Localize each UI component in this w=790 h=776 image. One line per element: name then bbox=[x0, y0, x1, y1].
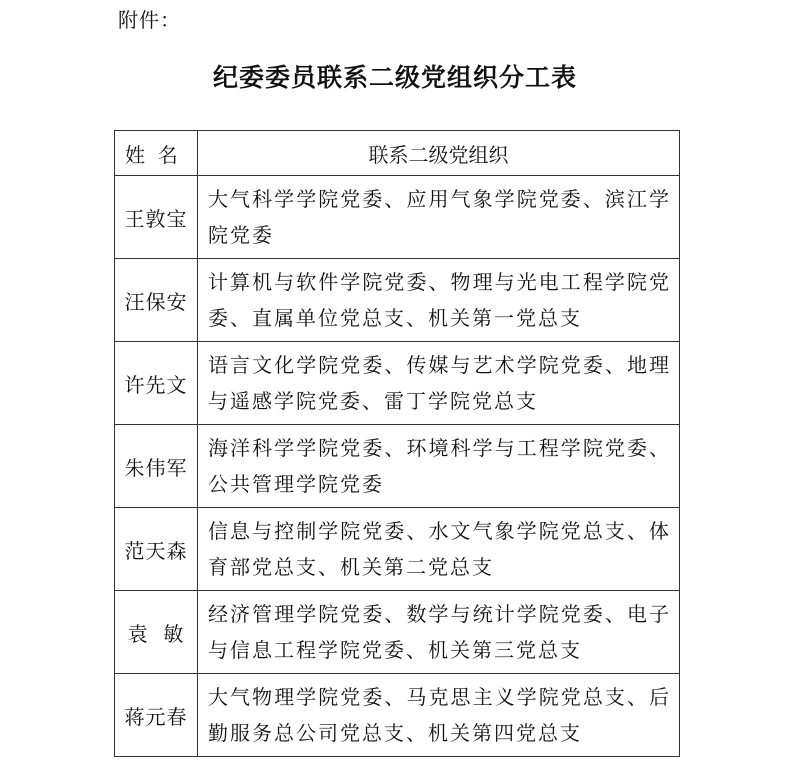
table-row bbox=[115, 342, 680, 425]
member-orgs: 经济管理学院党委、数学与统计学院党委、电子与信息工程学院党委、机关第三党总支 bbox=[198, 591, 680, 674]
member-orgs: 大气物理学院党委、马克思主义学院党总支、后勤服务总公司党总支、机关第四党总支 bbox=[198, 674, 680, 757]
table-row bbox=[115, 259, 680, 342]
member-orgs: 信息与控制学院党委、水文气象学院党总支、体育部党总支、机关第二党总支 bbox=[198, 508, 680, 591]
member-name: 朱伟军 bbox=[115, 425, 198, 508]
member-name: 王敦宝 bbox=[115, 176, 198, 259]
member-name: 许先文 bbox=[115, 342, 198, 425]
table-header-row bbox=[115, 131, 680, 176]
member-name: 蒋元春 bbox=[115, 674, 198, 757]
document-title: 纪委委员联系二级党组织分工表 bbox=[212, 63, 577, 92]
member-name: 汪保安 bbox=[115, 259, 198, 342]
member-orgs: 海洋科学学院党委、环境科学与工程学院党委、公共管理学院党委 bbox=[198, 425, 680, 508]
table-row bbox=[115, 591, 680, 674]
member-orgs: 语言文化学院党委、传媒与艺术学院党委、地理与遥感学院党委、雷丁学院党总支 bbox=[198, 342, 680, 425]
header-name: 姓 名 bbox=[115, 131, 198, 176]
assignment-table bbox=[114, 130, 680, 757]
table-row bbox=[115, 176, 680, 259]
table-row bbox=[115, 508, 680, 591]
header-orgs: 联系二级党组织 bbox=[198, 131, 680, 176]
member-orgs: 大气科学学院党委、应用气象学院党委、滨江学院党委 bbox=[198, 176, 680, 259]
table-row bbox=[115, 674, 680, 757]
member-orgs: 计算机与软件学院党委、物理与光电工程学院党委、直属单位党总支、机关第一党总支 bbox=[198, 259, 680, 342]
attachment-label: 附件： bbox=[118, 8, 181, 32]
member-name: 袁 敏 bbox=[115, 591, 198, 674]
member-name: 范天森 bbox=[115, 508, 198, 591]
table-row bbox=[115, 425, 680, 508]
